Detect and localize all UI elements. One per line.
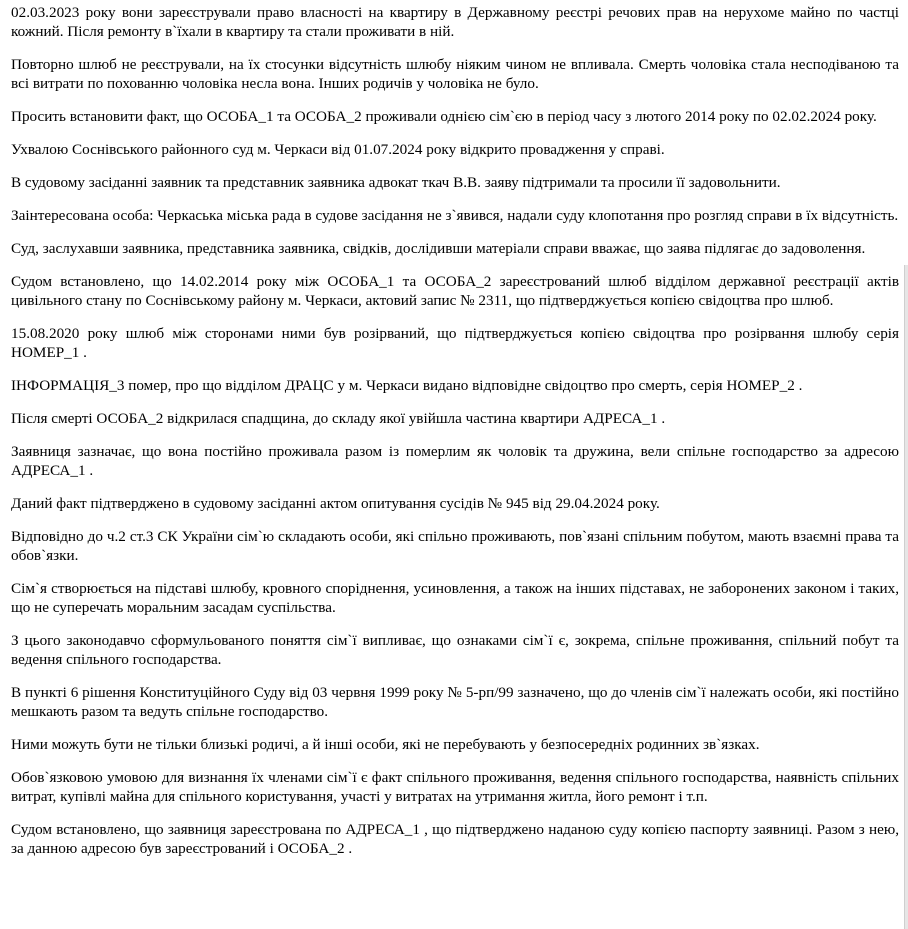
paragraph: Обов`язковою умовою для визнання їх членами сім`ї є факт спільного проживання, ведення спільного господарства, наявність спільних витрат, купівлі майна для спільного користування, участі у витратах на утримання житла, його ремонт і т.п. xyxy=(11,769,899,805)
vertical-scrollbar[interactable] xyxy=(904,265,908,929)
paragraph: Відповідно до ч.2 ст.3 СК України сім`ю складають особи, які спільно проживають, пов`язані спільним побутом, мають взаємні права та обов`язки. xyxy=(11,528,899,564)
paragraph: В судовому засіданні заявник та представник заявника адвокат ткач В.В. заяву підтримали та просили її задовольнити. xyxy=(11,174,781,191)
paragraph: ІНФОРМАЦІЯ_3 помер, про що відділом ДРАЦС у м. Черкаси видано відповідне свідоцтво про смерть, серія НОМЕР_2 . xyxy=(11,377,803,394)
paragraph: Судом встановлено, що 14.02.2014 року між ОСОБА_1 та ОСОБА_2 зареєстрований шлюб відділом державної реєстрації актів цивільного стану по Соснівському району м. Черкаси, актовий запис № 2311, що підтверджується копією свідоцтва про шлюб. xyxy=(11,273,899,309)
paragraph: 15.08.2020 року шлюб між сторонами ними був розірваний, що підтверджується копією свідоцтва про розірвання шлюбу серія НОМЕР_1 . xyxy=(11,325,899,361)
paragraph: Суд, заслухавши заявника, представника заявника, свідків, дослідивши матеріали справи вважає, що заява підлягає до задоволення. xyxy=(11,240,866,257)
paragraph: В пункті 6 рішення Конституційного Суду від 03 червня 1999 року № 5-рп/99 зазначено, що до членів сім`ї належать особи, які постійно мешкають разом та ведуть спільне господарство. xyxy=(11,684,899,720)
paragraph: Після смерті ОСОБА_2 відкрилася спадщина, до складу якої увійшла частина квартири АДРЕСА_1 . xyxy=(11,410,666,427)
paragraph: Даний факт підтверджено в судовому засіданні актом опитування сусідів № 945 від 29.04.2024 року. xyxy=(11,495,660,512)
paragraph: Заінтересована особа: Черкаська міська рада в судове засідання не з`явився, надали суду клопотання про розгляд справи в їх відсутність. xyxy=(11,207,899,224)
paragraph: З цього законодавчо сформульованого поняття сім`ї випливає, що ознаками сім`ї є, зокрема, спільне проживання, спільний побут та ведення спільного господарства. xyxy=(11,632,899,668)
paragraph: Судом встановлено, що заявниця зареєстрована по АДРЕСА_1 , що підтверджено наданою суду копією паспорту заявниці. Разом з нею, за данною адресою був зареєстрований і ОСОБА_2 . xyxy=(11,821,899,857)
document-body xyxy=(11,3,899,872)
paragraph: Ухвалою Соснівського районного суд м. Черкаси від 01.07.2024 року відкрито провадження у справі. xyxy=(11,141,665,158)
paragraph: Сім`я створюється на підставі шлюбу, кровного споріднення, усиновлення, а також на інших підставах, не заборонених законом і таких, що не суперечать моральним засадам суспільства. xyxy=(11,580,899,616)
paragraph: Заявниця зазначає, що вона постійно проживала разом із померлим як чоловік та дружина, вели спільне господарство за адресою АДРЕСА_1 . xyxy=(11,443,899,479)
paragraph: Просить встановити факт, що ОСОБА_1 та ОСОБА_2 проживали однією сім`єю в період часу з лютого 2014 року по 02.02.2024 року. xyxy=(11,108,877,125)
paragraph: Повторно шлюб не реєстрували, на їх стосунки відсутність шлюбу ніяким чином не впливала. Смерть чоловіка стала несподіваною та всі витрати по похованню чоловіка несла вона. Інших родичів у чоловіка не було. xyxy=(11,56,899,92)
paragraph: Ними можуть бути не тільки близькі родичі, а й інші особи, які не перебувають у безпосередніх родинних зв`язках. xyxy=(11,736,760,753)
paragraph: 02.03.2023 року вони зареєстрували право власності на квартиру в Державному реєстрі речових прав на нерухоме майно по частці кожний. Після ремонту в`їхали в квартиру та стали проживати в ній. xyxy=(11,4,899,40)
